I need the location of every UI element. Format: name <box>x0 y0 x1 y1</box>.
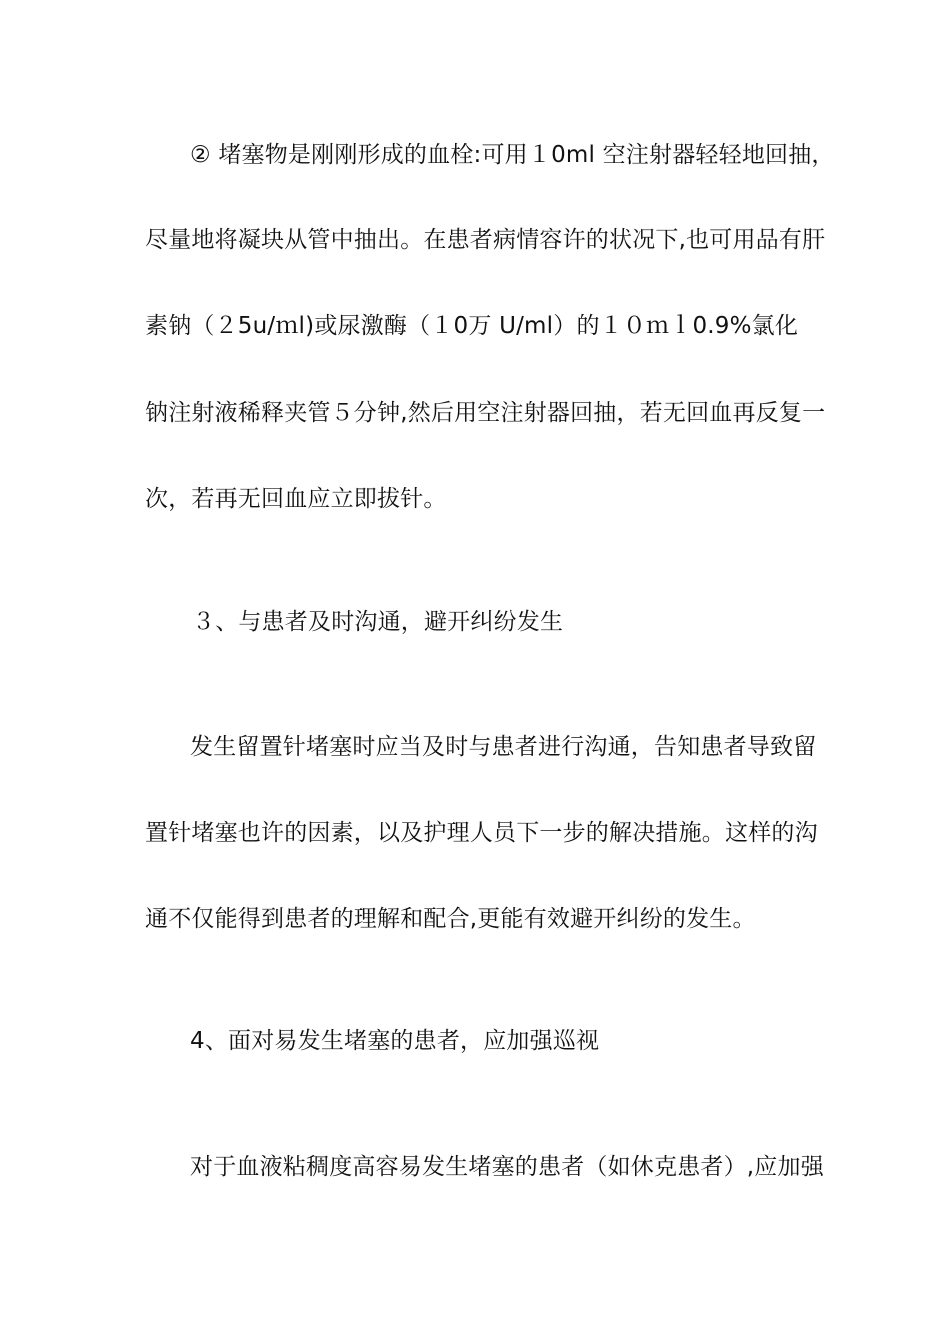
paragraph-1-line-5: 次，若再无回血应立即拔针。 <box>145 486 447 512</box>
section-heading-3: ３、与患者及时沟通，避开纠纷发生 <box>192 609 564 635</box>
paragraph-1-line-3: 素钠（２5u/ｍl)或尿激酶（１0万 U/ml）的１０ｍｌ0.9%氯化 <box>145 313 799 339</box>
paragraph-3-line-1: 对于血液粘稠度高容易发生堵塞的患者（如休克患者）,应加强 <box>190 1154 824 1180</box>
paragraph-1-line-2: 尽量地将凝块从管中抽出。在患者病情容许的状况下,也可用品有肝 <box>145 227 826 253</box>
section-heading-4: 4、面对易发生堵塞的患者，应加强巡视 <box>190 1028 600 1054</box>
paragraph-2-line-1: 发生留置针堵塞时应当及时与患者进行沟通，告知患者导致留 <box>190 734 817 760</box>
paragraph-1-line-1: ② 堵塞物是刚刚形成的血栓:可用１0ml 空注射器轻轻地回抽， <box>190 142 835 168</box>
paragraph-1-line-4: 钠注射液稀释夹管５分钟,然后用空注射器回抽，若无回血再反复一 <box>145 400 826 426</box>
paragraph-2-line-2: 置针堵塞也许的因素，以及护理人员下一步的解决措施。这样的沟 <box>145 820 818 846</box>
paragraph-2-line-3: 通不仅能得到患者的理解和配合,更能有效避开纠纷的发生。 <box>145 906 756 932</box>
